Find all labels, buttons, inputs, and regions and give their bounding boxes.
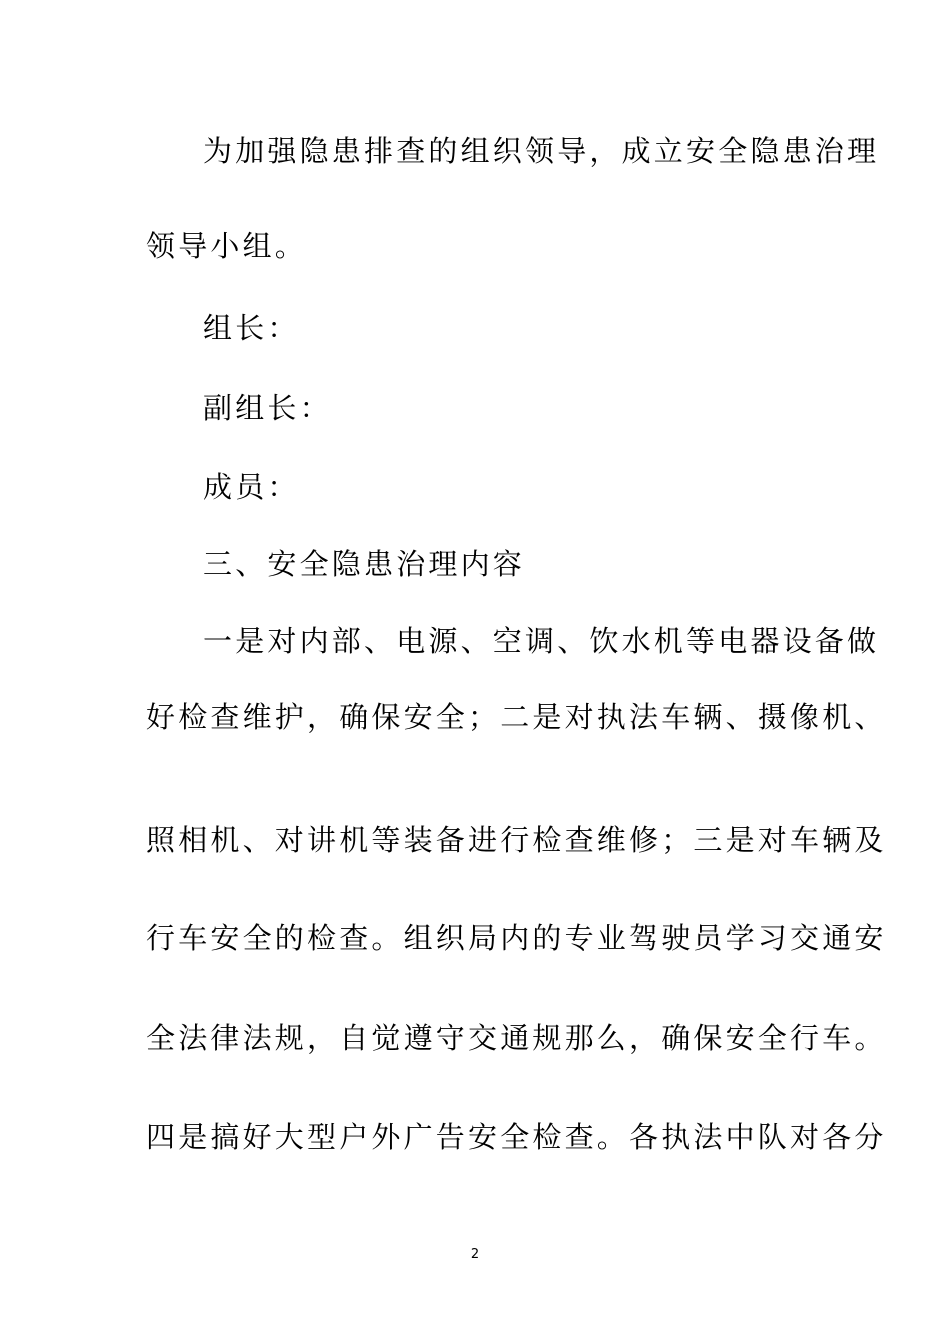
deputy-leader-label: 副组长： (203, 391, 332, 425)
paragraph-line-8: 四是搞好大型户外广告安全检查。各执法中队对各分 (146, 1120, 887, 1154)
section-heading: 三、安全隐患治理内容 (203, 547, 526, 581)
group-leader-label: 组长： (203, 311, 300, 345)
paragraph-line-4: 好检查维护，确保安全；二是对执法车辆、摄像机、 (146, 700, 887, 734)
page-number: 2 (470, 1247, 480, 1262)
paragraph-line-1: 为加强隐患排查的组织领导，成立安全隐患治理 (203, 134, 880, 168)
paragraph-line-5: 照相机、对讲机等装备进行检查维修；三是对车辆及 (146, 823, 887, 857)
paragraph-line-6: 行车安全的检查。组织局内的专业驾驶员学习交通安 (146, 921, 887, 955)
paragraph-line-7: 全法律法规，自觉遵守交通规那么，确保安全行车。 (146, 1021, 887, 1055)
members-label: 成员： (203, 470, 300, 504)
paragraph-line-3: 一是对内部、电源、空调、饮水机等电器设备做 (203, 624, 880, 658)
paragraph-line-2: 领导小组。 (146, 229, 308, 263)
